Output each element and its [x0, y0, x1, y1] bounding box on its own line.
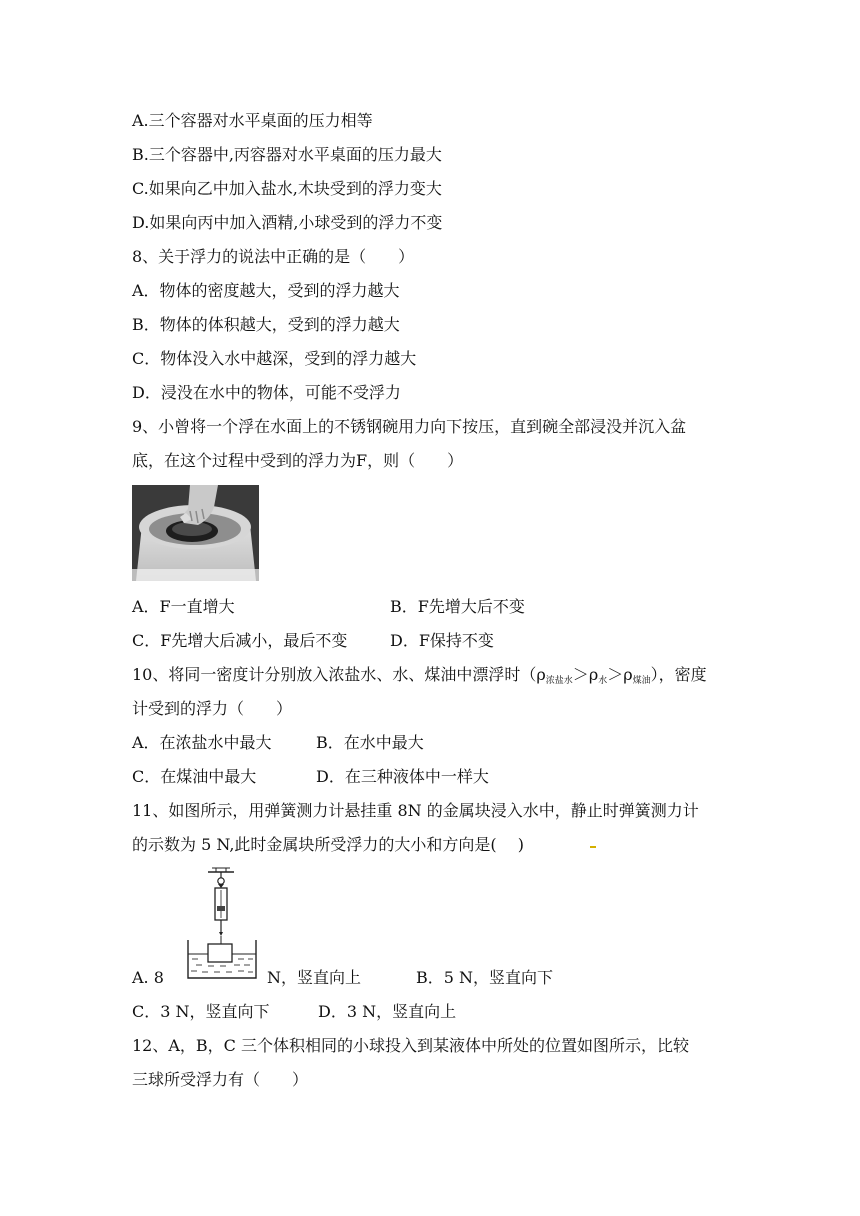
q10-stem-line2: 计受到的浮力（ ）	[132, 699, 293, 718]
greater-than: ＞	[572, 665, 589, 684]
q11-stem-line2: 的示数为 5 N,此时金属块所受浮力的大小和方向是( )	[132, 835, 524, 854]
underline-mark	[590, 846, 596, 848]
q8-option-c: C．物体没入水中越深，受到的浮力越大	[132, 349, 417, 368]
greater-than: ＞	[607, 665, 624, 684]
q10-stem-suffix: ），密度	[650, 665, 707, 684]
q7-option-b: B.三个容器中,丙容器对水平桌面的压力最大	[132, 145, 442, 164]
q9-option-b: B．F先增大后不变	[390, 597, 525, 616]
q11-option-a-prefix: A. 8	[132, 968, 164, 987]
q11-option-d: D．3 N，竖直向上	[318, 1002, 457, 1021]
rho-symbol: ρ	[623, 665, 633, 684]
q11-stem-line1: 11、如图所示，用弹簧测力计悬挂重 8N 的金属块浸入水中，静止时弹簧测力计	[132, 801, 699, 820]
q11-option-b: B．5 N，竖直向下	[416, 968, 554, 987]
q9-option-a: A．F一直增大	[132, 597, 235, 616]
q8-option-b: B．物体的体积越大，受到的浮力越大	[132, 315, 400, 334]
q8-option-a: A．物体的密度越大，受到的浮力越大	[132, 281, 400, 300]
q9-option-d: D．F保持不变	[390, 631, 494, 650]
subscript-kerosene: 煤油	[632, 676, 651, 686]
subscript-water: 水	[598, 676, 608, 686]
subscript-brine: 浓盐水	[545, 676, 573, 686]
q11-option-a-suffix: N，竖直向上	[267, 968, 362, 987]
rho-symbol: ρ	[536, 665, 546, 684]
q9-stem-line2: 底，在这个过程中受到的浮力为F，则（ ）	[132, 451, 464, 470]
q9-stem-line1: 9、小曾将一个浮在水面上的不锈钢碗用力向下按压，直到碗全部浸没并沉入盆	[132, 417, 687, 436]
q10-option-c: C．在煤油中最大	[132, 767, 257, 786]
q8-option-d: D．浸没在水中的物体，可能不受浮力	[132, 383, 401, 402]
q10-stem-prefix: 10、将同一密度计分别放入浓盐水、水、煤油中漂浮时（	[132, 665, 537, 684]
q12-stem-line2: 三球所受浮力有（ ）	[132, 1070, 309, 1089]
q7-option-d: D.如果向丙中加入酒精,小球受到的浮力不变	[132, 213, 443, 232]
q9-option-c: C．F先增大后减小，最后不变	[132, 631, 348, 650]
bowl-pressing-photo	[132, 485, 259, 581]
q10-stem-line1	[132, 665, 707, 691]
q10-option-a: A．在浓盐水中最大	[132, 733, 272, 752]
q7-option-a: A.三个容器对水平桌面的压力相等	[132, 111, 373, 130]
rho-symbol: ρ	[588, 665, 599, 684]
q11-option-c: C．3 N，竖直向下	[132, 1002, 270, 1021]
q8-stem: 8、关于浮力的说法中正确的是（ ）	[132, 247, 415, 266]
spring-scale-diagram	[182, 866, 262, 980]
q10-option-d: D．在三种液体中一样大	[316, 767, 489, 786]
q10-option-b: B．在水中最大	[316, 733, 424, 752]
q7-option-c: C.如果向乙中加入盐水,木块受到的浮力变大	[132, 179, 442, 198]
q12-stem-line1: 12、A，B，C 三个体积相同的小球投入到某液体中所处的位置如图所示，比较	[132, 1036, 690, 1055]
